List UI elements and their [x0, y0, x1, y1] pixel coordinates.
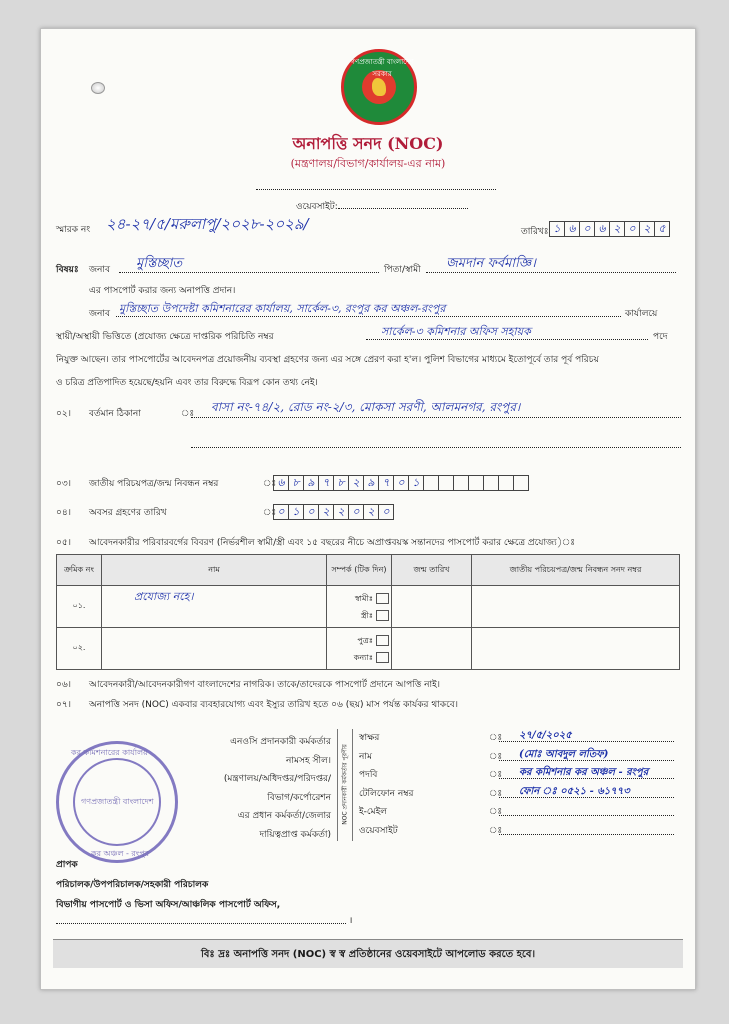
father-name: জমদান ফর্বমাজ্ঞি। — [446, 256, 536, 271]
recipient-line1: পরিচালক/উপপরিচালক/সহকারী পরিচালক — [56, 880, 209, 890]
nid-digit-box: ৭ — [378, 475, 394, 491]
date-digit-box: ১ — [549, 221, 565, 237]
husband-checkbox[interactable] — [376, 593, 389, 604]
nid-digit-box — [438, 475, 454, 491]
nid-digit-box — [468, 475, 484, 491]
row-dob — [392, 628, 472, 670]
nid-digit-box: ৮ — [333, 475, 349, 491]
retire-digit-box: ১ — [288, 504, 304, 520]
rel-daughter-label: কন্যাঃ — [353, 652, 373, 662]
signatory-field-value: ফোন ঃ ০৫২১ - ৬১৭৭৩ — [519, 785, 630, 797]
signatory-field-value: কর কমিশনার কর অঞ্চল - রংপুর — [519, 767, 649, 778]
family-label: আবেদনকারীর পরিবারবর্গের বিবরণ (নির্ভরশীল স্বামী/স্ত্রী এবং ১৫ বছরের নীচে অপ্রাপ্তবয়স্ক সন্তানদের পাসপোর্ট করার ক্ষেত্রে প্রযোজ্য)ঃ — [89, 538, 576, 548]
subject-name-prefix: জনাব — [89, 265, 111, 275]
date-digit-box: ৬ — [594, 221, 610, 237]
nid-digit-box: ৬ — [273, 475, 289, 491]
signatory-field-row: ওয়েবসাইট ঃ — [359, 822, 679, 841]
signatory-field-label: ওয়েবসাইট — [359, 825, 398, 836]
col-name: নাম — [102, 555, 327, 586]
row-name — [102, 628, 327, 670]
website-label: ওয়েবসাইট: — [296, 199, 468, 214]
recipient-line2: বিভাগীয় পাসপোর্ট ও ভিসা অফিস/আঞ্চলিক পাসপোর্ট অফিস, — [56, 900, 281, 910]
signatory-field-row: স্বাক্ষর ঃ ২৭/৫/২০২৫ — [359, 729, 679, 748]
footer-note: বিঃ দ্রঃ অনাপত্তি সনদ (NOC) স্ব স্ব প্রতিষ্ঠানের ওয়েবসাইটে আপলোড করতে হবে। — [200, 949, 536, 960]
date-digit-box: ০ — [624, 221, 640, 237]
date-digit-box: ২ — [639, 221, 655, 237]
nid-digit-box — [513, 475, 529, 491]
pin-hole-icon — [91, 82, 105, 94]
vertical-note-box — [337, 729, 353, 841]
nid-digit-box: ৭ — [318, 475, 334, 491]
recipient-line3 — [56, 923, 346, 924]
nid-digit-box: ৮ — [288, 475, 304, 491]
date-digit-box: ০ — [579, 221, 595, 237]
signatory-field-value: ২৭/৫/২০২৫ — [519, 730, 572, 741]
note7-number: ০৭। — [56, 700, 71, 710]
signatory-field-row: পদবি ঃ কর কমিশনার কর অঞ্চল - রংপুর — [359, 766, 679, 785]
row-name: প্রযোজ্য নহে। — [134, 590, 194, 603]
date-boxes — [549, 218, 669, 237]
signatory-description: এনওসি প্রদানকারী কর্মকর্তার নামসহ সীল। (মন্ত্রণালয়/অধিদপ্তর/পরিদপ্তর/ বিভাগ/কর্পোরেশন এর প্রধান কর্মকর্তা/জেলার দায়িত্বপ্রাপ্ত কর্মকর্তা) — [223, 737, 331, 840]
address-line-2 — [191, 447, 681, 448]
nid-digit-box: ০ — [393, 475, 409, 491]
retire-digit-box: ০ — [378, 504, 394, 520]
address-label: বর্তমান ঠিকানা — [89, 409, 141, 419]
note7-text: অনাপত্তি সনদ (NOC) একবার ব্যবহারযোগ্য এবং ইস্যুর তারিখ হতে ০৬ (ছয়) মাস পর্যন্ত কার্যকর থাকবে। — [89, 700, 458, 710]
address-value: বাসা নং-৭৪/২, রোড নং-২/৩, মোকসা সরণী, আলমনগর, রংপুর। — [211, 400, 521, 414]
retire-digit-box: ২ — [318, 504, 334, 520]
row-nid — [472, 586, 680, 628]
family-number: ০৫। — [56, 538, 71, 548]
document-title: অনাপত্তি সনদ (NOC) — [292, 134, 444, 153]
col-serial: ক্রমিক নং — [57, 555, 102, 586]
son-checkbox[interactable] — [376, 635, 389, 646]
applicant-name: মুস্তিচ্ছাত — [136, 256, 183, 271]
signatory-field-value: (মোঃ আবদুল লতিফ) — [519, 748, 609, 760]
signatory-field-label: নাম — [359, 751, 372, 762]
nid-digit-box: ৯ — [363, 475, 379, 491]
retire-digit-box: ০ — [303, 504, 319, 520]
retire-label: অবসর গ্রহণের তারিখ — [89, 508, 167, 518]
date-digit-box: ২ — [609, 221, 625, 237]
row-serial: ০২. — [57, 628, 102, 670]
nid-digit-box: ২ — [348, 475, 364, 491]
table-row — [57, 586, 680, 628]
body-p4: ও চরিত্র প্রতিপাদিত হয়েছে/হয়নি এবং তার বিরুদ্ধে বিরূপ কোন তথ্য নেই। — [56, 378, 318, 388]
rel-son-label: পুত্রঃ — [357, 635, 373, 645]
vertical-note: NOC প্রদানকারী কর্মকর্তার পূরণীয় — [341, 744, 349, 825]
family-table-header — [57, 555, 680, 586]
wife-checkbox[interactable] — [376, 610, 389, 621]
nid-digit-box — [453, 475, 469, 491]
retire-digit-box: ২ — [363, 504, 379, 520]
address-number: ০২। — [56, 409, 71, 419]
table-row — [57, 628, 680, 670]
signatory-field-label: পদবি — [359, 770, 378, 780]
date-label: তারিখঃ — [521, 227, 549, 237]
col-nid: জাতীয় পরিচয়পত্র/জন্ম নিবন্ধন সনদ নম্বর — [472, 555, 680, 586]
memo-label: স্মারক নং — [56, 225, 91, 235]
emblem-text: গণপ্রজাতন্ত্রী বাংলাদেশ সরকার — [350, 58, 414, 78]
father-label: পিতা/স্বামী — [384, 265, 421, 275]
daughter-checkbox[interactable] — [376, 652, 389, 663]
nid-digit-box — [423, 475, 439, 491]
body-designation: সার্কেল-৩ কমিশনার অফিস সহায়ক — [381, 325, 531, 338]
nid-digit-box — [483, 475, 499, 491]
subject-label: বিষয়ঃ — [56, 265, 79, 275]
row-serial: ০১. — [57, 586, 102, 628]
signatory-field-row: নাম ঃ (মোঃ আবদুল লতিফ) — [359, 748, 679, 767]
government-emblem — [341, 49, 417, 125]
retire-digit-box: ২ — [333, 504, 349, 520]
nid-label: জাতীয় পরিচয়পত্র/জন্ম নিবন্ধন নম্বর — [89, 479, 219, 489]
body-p2-prefix: স্থায়ী/অস্থায়ী ভিত্তিতে (প্রযোজ্য ক্ষেত্রে দাপ্তরিক পরিচিতি নম্বর — [56, 332, 274, 342]
recipient-end: । — [349, 916, 353, 926]
retire-digit-box: ০ — [273, 504, 289, 520]
signatory-field-row: ই-মেইল ঃ — [359, 803, 679, 822]
body-p3: নিযুক্ত আছেন। তার পাসপোর্টের আবেদনপত্র প্রয়োজনীয় ব্যবস্থা গ্রহণের জন্য এর সঙ্গে প্রেরণ করা হ'ল। পুলিশ বিভাগের মাধ্যমে ইতোপূর্বে তার পূর্ব পরিচয় — [56, 355, 599, 365]
row-nid — [472, 628, 680, 670]
retire-number: ০৪। — [56, 508, 71, 518]
note6-text: আবেদনকারী/আবেদনকারীগণ বাংলাদেশের নাগরিক। তাকে/তাদেরকে পাসপোর্ট প্রদানে আপত্তি নাই। — [89, 680, 441, 690]
nid-digit-box: ৯ — [303, 475, 319, 491]
row-dob — [392, 586, 472, 628]
body-p2-suffix: পদে — [653, 332, 668, 342]
date-digit-box: ৬ — [564, 221, 580, 237]
retire-digit-box: ০ — [348, 504, 364, 520]
rel-husband-label: স্বামীঃ — [354, 593, 373, 603]
emblem-map-icon — [372, 78, 386, 96]
office-round-stamp — [56, 741, 178, 863]
nid-digit-box: ১ — [408, 475, 424, 491]
ministry-name-line — [256, 189, 496, 190]
col-dob: জন্ম তারিখ — [392, 555, 472, 586]
stamp-text-middle: গণপ্রজাতন্ত্রী বাংলাদেশ — [81, 797, 154, 806]
document-subtitle: (মন্ত্রণালয়/বিভাগ/কার্যালয়-এর নাম) — [290, 157, 446, 170]
signatory-field-label: টেলিফোন নম্বর — [359, 788, 414, 799]
signatory-fields — [359, 729, 679, 840]
family-table — [56, 554, 680, 670]
body-prefix: জনাব — [89, 309, 111, 319]
noc-document-page: গণপ্রজাতন্ত্রী বাংলাদেশ সরকার অনাপত্তি সনদ (NOC) (মন্ত্রণালয়/বিভাগ/কার্যালয়-এর নাম) ওয়েবসাইট: স্মারক নং ২৪-২৭/৫/মরুলাপু/২০২৮-২০২৯/ তারিখঃ ১ ৬ ০ ৬ ২ ০ ২ ৫ বিষয়ঃ জনাব মুস্তিচ্ছাত পিতা/স্বামী জমদান ফর্বমাজ্ঞি। এর পাসপোর্ট করার জন্য অনাপত্তি প্রদান। জনাব মুস্তিচ্ছাত উপদেষ্টা কমিশনারের কার্যালয়, সার্কেল-৩, রংপুর কর অঞ্চল-রংপুর কার্যালয়ে স্থায়ী/অস্থায়ী ভিত্তিতে (প্রযোজ্য ক্ষেত্রে দাপ্তরিক পরিচিতি নম্বর সার্কেল-৩ কমিশনার অফিস সহায়ক পদে নিযুক্ত আছেন। তার পাসপোর্টের আবেদনপত্র প্রয়োজনীয় ব্যবস্থা গ্রহণের জন্য এর সঙ্গে প্রেরণ করা হ'ল। পুলিশ বিভাগের মাধ্যমে ইতোপূর্বে তার পূর্ব পরিচয় ও চরিত্র প্রতিপাদিত হয়েছে/হয়নি এবং তার বিরুদ্ধে বিরূপ কোন তথ্য নেই। ০২। বর্তমান ঠিকানা ঃ বাসা নং-৭৪/২, রোড নং-২/৩, মোকসা সরণী, আলমনগর, রংপুর। ০৩। জাতীয় পরিচয়পত্র/জন্ম নিবন্ধন নম্বর ঃ ৬ ৮ ৯ ৭ ৮ ২ ৯ ৭ ০ ১ ০৪। অবসর গ্রহণের তারিখ ঃ ০ ১ ০ ২ ২ ০ ২ ০ ০৫। আবেদনকারীর পরিবারবর্গের বিবরণ (নির্ভরশীল স্বামী/স্ত্রী এবং ১৫ বছরের নীচে অপ্রাপ্তবয়স্ক সন্তানদের পাসপোর্ট করার ক্ষেত্রে প্রযোজ্য)ঃ ক্রমিক নং নাম সম্পর্ক (টিক দিন) জন্ম তারিখ জাতীয় পরিচয়পত্র/জন্ম নিবন্ধন সনদ নম্বর ০১. প্রযোজ্য নহে। স্বামীঃ স্ত্রীঃ ০২. পুত্রঃ কন্যাঃ ০৬। আবেদনকারী/আবেদনকারীগণ বাংলাদেশের নাগরিক। তাকে/তাদেরকে পাসপোর্ট প্রদানে আপত্তি নাই। ০৭। অনাপত্তি সনদ (NOC) একবার ব্যবহারযোগ্য এবং ইস্যুর তারিখ হতে ০৬ (ছয়) মাস পর্যন্ত কার্যকর থাকবে। কর কমিশনারের কার্যালয় গণপ্রজাতন্ত্রী বাংলাদেশ কর অঞ্চল - রংপুর এনওসি প্রদানকারী কর্মকর্তার নামসহ সীল। (মন্ত্রণালয়/অধিদপ্তর/পরিদপ্তর/ বিভাগ/কর্পোরেশন এর প্রধান কর্মকর্তা/জেলার দায়িত্বপ্রাপ্ত কর্মকর্তা) NOC প্রদানকারী কর্মকর্তার পূরণীয় স্বাক্ষর ঃ ২৭/৫/২০২৫ নাম ঃ (মোঃ আবদুল লতিফ) পদবি ঃ কর কমিশনার কর অঞ্চল - রংপুর টেলিফোন নম্বর ঃ ফোন ঃ ০৫২১ - ৬১৭৭৩ ই-মেইল ঃ ওয়েবসাইট ঃ প্রাপক পরিচালক/উপপরিচালক/সহকারী পরিচালক বিভাগীয় পাসপোর্ট ও ভিসা অফিস/আঞ্চলিক পাসপোর্ট অফিস, । বিঃ দ্রঃ অনাপত্তি সনদ (NOC) স্ব স্ব প্রতিষ্ঠানের ওয়েবসাইটে আপলোড করতে হবে। — [40, 28, 696, 990]
nid-digit-box — [498, 475, 514, 491]
signatory-field-row: টেলিফোন নম্বর ঃ ফোন ঃ ০৫২১ - ৬১৭৭৩ — [359, 785, 679, 804]
subject-purpose: এর পাসপোর্ট করার জন্য অনাপত্তি প্রদান। — [89, 286, 236, 296]
memo-number: ২৪-২৭/৫/মরুলাপু/২০২৮-২০২৯/ — [106, 215, 309, 233]
body-office: মুস্তিচ্ছাত উপদেষ্টা কমিশনারের কার্যালয়, সার্কেল-৩, রংপুর কর অঞ্চল-রংপুর — [119, 302, 446, 315]
date-digit-box: ৫ — [654, 221, 670, 237]
footer-bar — [53, 939, 683, 968]
rel-wife-label: স্ত্রীঃ — [360, 610, 373, 620]
signatory-field-label: ই-মেইল — [359, 807, 387, 817]
nid-number: ০৩। — [56, 479, 71, 489]
signatory-field-label: স্বাক্ষর — [359, 733, 380, 743]
retire-boxes — [273, 501, 393, 520]
stamp-text-bottom: কর অঞ্চল - রংপুর — [91, 849, 150, 858]
recipient-label: প্রাপক — [56, 860, 78, 870]
body-suffix: কার্যালয়ে — [625, 309, 658, 319]
note6-number: ০৬। — [56, 680, 71, 690]
nid-boxes — [273, 472, 528, 491]
stamp-text-top: কর কমিশনারের কার্যালয় — [71, 748, 148, 757]
col-relation: সম্পর্ক (টিক দিন) — [327, 555, 392, 586]
